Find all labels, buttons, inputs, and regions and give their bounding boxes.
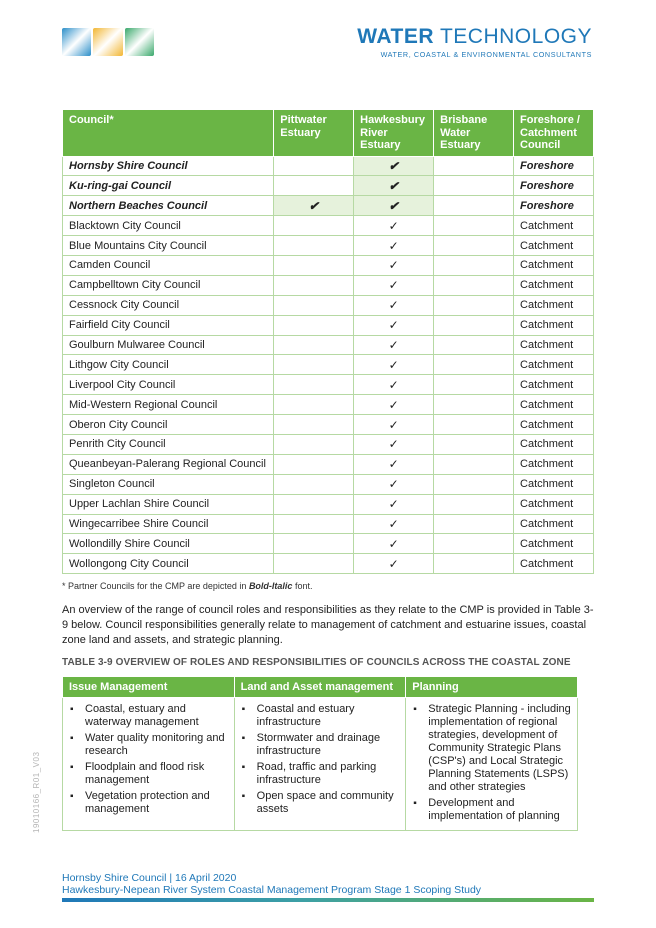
council-type: Catchment	[514, 454, 594, 474]
document-code	[30, 745, 44, 835]
council-type: Catchment	[514, 395, 594, 415]
header-brisbane: Brisbane Water Estuary	[434, 110, 514, 157]
footer-line-1: Hornsby Shire Council | 16 April 2020	[62, 872, 237, 884]
brisbane-cell	[434, 454, 514, 474]
brisbane-cell	[434, 474, 514, 494]
footnote-suffix: font.	[292, 581, 313, 591]
council-name: Cessnock City Council	[63, 295, 274, 315]
header-pittwater: Pittwater Estuary	[274, 110, 354, 157]
table-row	[63, 534, 594, 554]
hawkesbury-cell: ✓	[354, 236, 434, 256]
roles-cell-issue	[63, 698, 235, 831]
table-row	[63, 156, 594, 176]
council-type: Foreshore	[514, 196, 594, 216]
brisbane-cell	[434, 375, 514, 395]
pittwater-cell	[274, 494, 354, 514]
table-row	[63, 355, 594, 375]
council-type: Catchment	[514, 315, 594, 335]
table-row	[63, 494, 594, 514]
logo-tile-green	[125, 28, 154, 56]
council-name: Wingecarribee Shire Council	[63, 514, 274, 534]
council-type: Catchment	[514, 514, 594, 534]
company-wordmark	[357, 26, 592, 59]
hawkesbury-cell: ✓	[354, 255, 434, 275]
council-type: Catchment	[514, 275, 594, 295]
pittwater-cell	[274, 514, 354, 534]
brisbane-cell	[434, 534, 514, 554]
brisbane-cell	[434, 295, 514, 315]
footer-rule	[62, 898, 594, 902]
list-item: ▪ Water quality monitoring and research	[85, 732, 230, 758]
council-name: Wollondilly Shire Council	[63, 534, 274, 554]
logo-tile-blue	[62, 28, 91, 56]
hawkesbury-cell: ✓	[354, 534, 434, 554]
brisbane-cell	[434, 196, 514, 216]
pittwater-cell	[274, 176, 354, 196]
brisbane-cell	[434, 494, 514, 514]
council-type: Catchment	[514, 216, 594, 236]
pittwater-cell	[274, 534, 354, 554]
table-row	[63, 176, 594, 196]
pittwater-cell	[274, 434, 354, 454]
council-name: Ku-ring-gai Council	[63, 176, 274, 196]
roles-table-header	[63, 677, 578, 698]
pittwater-cell	[274, 236, 354, 256]
table-row	[63, 434, 594, 454]
pittwater-cell	[274, 335, 354, 355]
pittwater-cell	[274, 454, 354, 474]
council-type: Catchment	[514, 474, 594, 494]
brisbane-cell	[434, 335, 514, 355]
council-type: Catchment	[514, 375, 594, 395]
table-caption: TABLE 3-9 OVERVIEW OF ROLES AND RESPONSIBILITIES OF COUNCILS ACROSS THE COASTAL ZONE	[62, 657, 571, 668]
hawkesbury-cell: ✓	[354, 415, 434, 435]
roles-table-row	[63, 698, 578, 831]
council-table-body	[63, 156, 594, 574]
brisbane-cell	[434, 255, 514, 275]
table-row	[63, 255, 594, 275]
pittwater-cell	[274, 315, 354, 335]
brisbane-cell	[434, 275, 514, 295]
council-type: Catchment	[514, 255, 594, 275]
council-name: Singleton Council	[63, 474, 274, 494]
council-type: Catchment	[514, 236, 594, 256]
council-name: Campbelltown City Council	[63, 275, 274, 295]
council-name: Goulburn Mulwaree Council	[63, 335, 274, 355]
hawkesbury-cell: ✓	[354, 554, 434, 574]
table-row	[63, 236, 594, 256]
hawkesbury-cell: ✓	[354, 375, 434, 395]
pittwater-cell	[274, 395, 354, 415]
header-land-asset: Land and Asset management	[234, 677, 406, 698]
council-type: Catchment	[514, 494, 594, 514]
brisbane-cell	[434, 415, 514, 435]
council-name: Camden Council	[63, 255, 274, 275]
council-type: Catchment	[514, 415, 594, 435]
hawkesbury-cell: ✓	[354, 315, 434, 335]
brand-rest: TECHNOLOGY	[434, 25, 592, 48]
council-name: Blacktown City Council	[63, 216, 274, 236]
pittwater-cell	[274, 355, 354, 375]
header-planning: Planning	[406, 677, 578, 698]
brisbane-cell	[434, 156, 514, 176]
council-name: Lithgow City Council	[63, 355, 274, 375]
pittwater-cell	[274, 255, 354, 275]
hawkesbury-cell: ✓	[354, 335, 434, 355]
logo-tile-gold	[93, 28, 122, 56]
list-item: ▪ Stormwater and drainage infrastructure	[257, 732, 402, 758]
body-paragraph: An overview of the range of council roles and responsibilities as they relate to the CMP is provided in Table 3-9 below. Council responsibilities generally relate to management of catchment and estuarine issues, coastal zone land and assets, and strategic planning.	[62, 604, 594, 646]
council-table-header	[63, 110, 594, 157]
pittwater-cell	[274, 474, 354, 494]
council-name: Hornsby Shire Council	[63, 156, 274, 176]
list-item: ▪ Road, traffic and parking infrastructure	[257, 761, 402, 787]
table-row	[63, 454, 594, 474]
header-council: Council*	[63, 110, 274, 157]
council-name: Wollongong City Council	[63, 554, 274, 574]
brand-bold: WATER	[357, 25, 435, 48]
council-name: Queanbeyan-Palerang Regional Council	[63, 454, 274, 474]
hawkesbury-cell: ✓	[354, 395, 434, 415]
table-row	[63, 474, 594, 494]
header-hawkesbury: Hawkesbury River Estuary	[354, 110, 434, 157]
brisbane-cell	[434, 554, 514, 574]
table-row	[63, 295, 594, 315]
brand-name	[357, 26, 592, 48]
brand-tagline: WATER, COASTAL & ENVIRONMENTAL CONSULTANTS	[380, 50, 592, 59]
roles-cell-land	[234, 698, 406, 831]
council-name: Blue Mountains City Council	[63, 236, 274, 256]
table-row	[63, 554, 594, 574]
hawkesbury-cell: ✓	[354, 454, 434, 474]
list-item: ▪ Development and implementation of planning	[428, 797, 573, 823]
hawkesbury-cell: ✓	[354, 494, 434, 514]
pittwater-cell	[274, 295, 354, 315]
table-row	[63, 315, 594, 335]
footnote-emphasis: Bold-Italic	[248, 581, 293, 591]
hawkesbury-cell: ✓	[354, 474, 434, 494]
hawkesbury-cell: ✓	[354, 514, 434, 534]
company-logo-mark	[62, 28, 154, 56]
council-type: Catchment	[514, 355, 594, 375]
table-row	[63, 275, 594, 295]
hawkesbury-cell: ✓	[354, 216, 434, 236]
council-type: Foreshore	[514, 176, 594, 196]
table-row	[63, 375, 594, 395]
table-row	[63, 196, 594, 216]
brisbane-cell	[434, 355, 514, 375]
council-name: Fairfield City Council	[63, 315, 274, 335]
page-footer	[62, 872, 481, 896]
council-name: Oberon City Council	[63, 415, 274, 435]
pittwater-cell	[274, 554, 354, 574]
pittwater-cell	[274, 216, 354, 236]
list-item: ▪ Coastal, estuary and waterway management	[85, 703, 230, 729]
brisbane-cell	[434, 236, 514, 256]
list-item: ▪ Strategic Planning - including implementation of regional strategies, development of Community Strategic Plans (CSP's) and Local Strategic Planning Statements (LSPS) and other strategies	[428, 703, 573, 794]
document-code-text: 19010166_R01_V03	[32, 751, 41, 833]
council-type: Catchment	[514, 335, 594, 355]
council-type: Catchment	[514, 295, 594, 315]
hawkesbury-cell: ✔	[354, 196, 434, 216]
council-name: Penrith City Council	[63, 434, 274, 454]
list-item: ▪ Open space and community assets	[257, 790, 402, 816]
council-type: Catchment	[514, 434, 594, 454]
council-type: Foreshore	[514, 156, 594, 176]
council-type: Catchment	[514, 534, 594, 554]
pittwater-cell	[274, 415, 354, 435]
brisbane-cell	[434, 216, 514, 236]
council-name: Mid-Western Regional Council	[63, 395, 274, 415]
council-table	[62, 109, 594, 574]
hawkesbury-cell: ✓	[354, 434, 434, 454]
pittwater-cell	[274, 375, 354, 395]
table-row	[63, 395, 594, 415]
brisbane-cell	[434, 514, 514, 534]
header-council-type: Foreshore / Catchment Council	[514, 110, 594, 157]
hawkesbury-cell: ✔	[354, 156, 434, 176]
brisbane-cell	[434, 434, 514, 454]
hawkesbury-cell: ✓	[354, 275, 434, 295]
hawkesbury-cell: ✔	[354, 176, 434, 196]
table-row	[63, 335, 594, 355]
council-name: Northern Beaches Council	[63, 196, 274, 216]
table-footnote	[62, 581, 312, 591]
roles-table	[62, 676, 578, 831]
list-item: ▪ Coastal and estuary infrastructure	[257, 703, 402, 729]
table-row	[63, 415, 594, 435]
pittwater-cell: ✔	[274, 196, 354, 216]
pittwater-cell	[274, 275, 354, 295]
council-name: Upper Lachlan Shire Council	[63, 494, 274, 514]
council-name: Liverpool City Council	[63, 375, 274, 395]
hawkesbury-cell: ✓	[354, 355, 434, 375]
council-type: Catchment	[514, 554, 594, 574]
brisbane-cell	[434, 176, 514, 196]
brisbane-cell	[434, 395, 514, 415]
header-issue-management: Issue Management	[63, 677, 235, 698]
footnote-prefix: * Partner Councils for the CMP are depicted in	[62, 581, 249, 591]
pittwater-cell	[274, 156, 354, 176]
roles-cell-planning	[406, 698, 578, 831]
brisbane-cell	[434, 315, 514, 335]
table-row	[63, 514, 594, 534]
hawkesbury-cell: ✓	[354, 295, 434, 315]
footer-line-2: Hawkesbury-Nepean River System Coastal Management Program Stage 1 Scoping Study	[62, 884, 482, 896]
list-item: ▪ Floodplain and flood risk management	[85, 761, 230, 787]
list-item: ▪ Vegetation protection and management	[85, 790, 230, 816]
table-row	[63, 216, 594, 236]
